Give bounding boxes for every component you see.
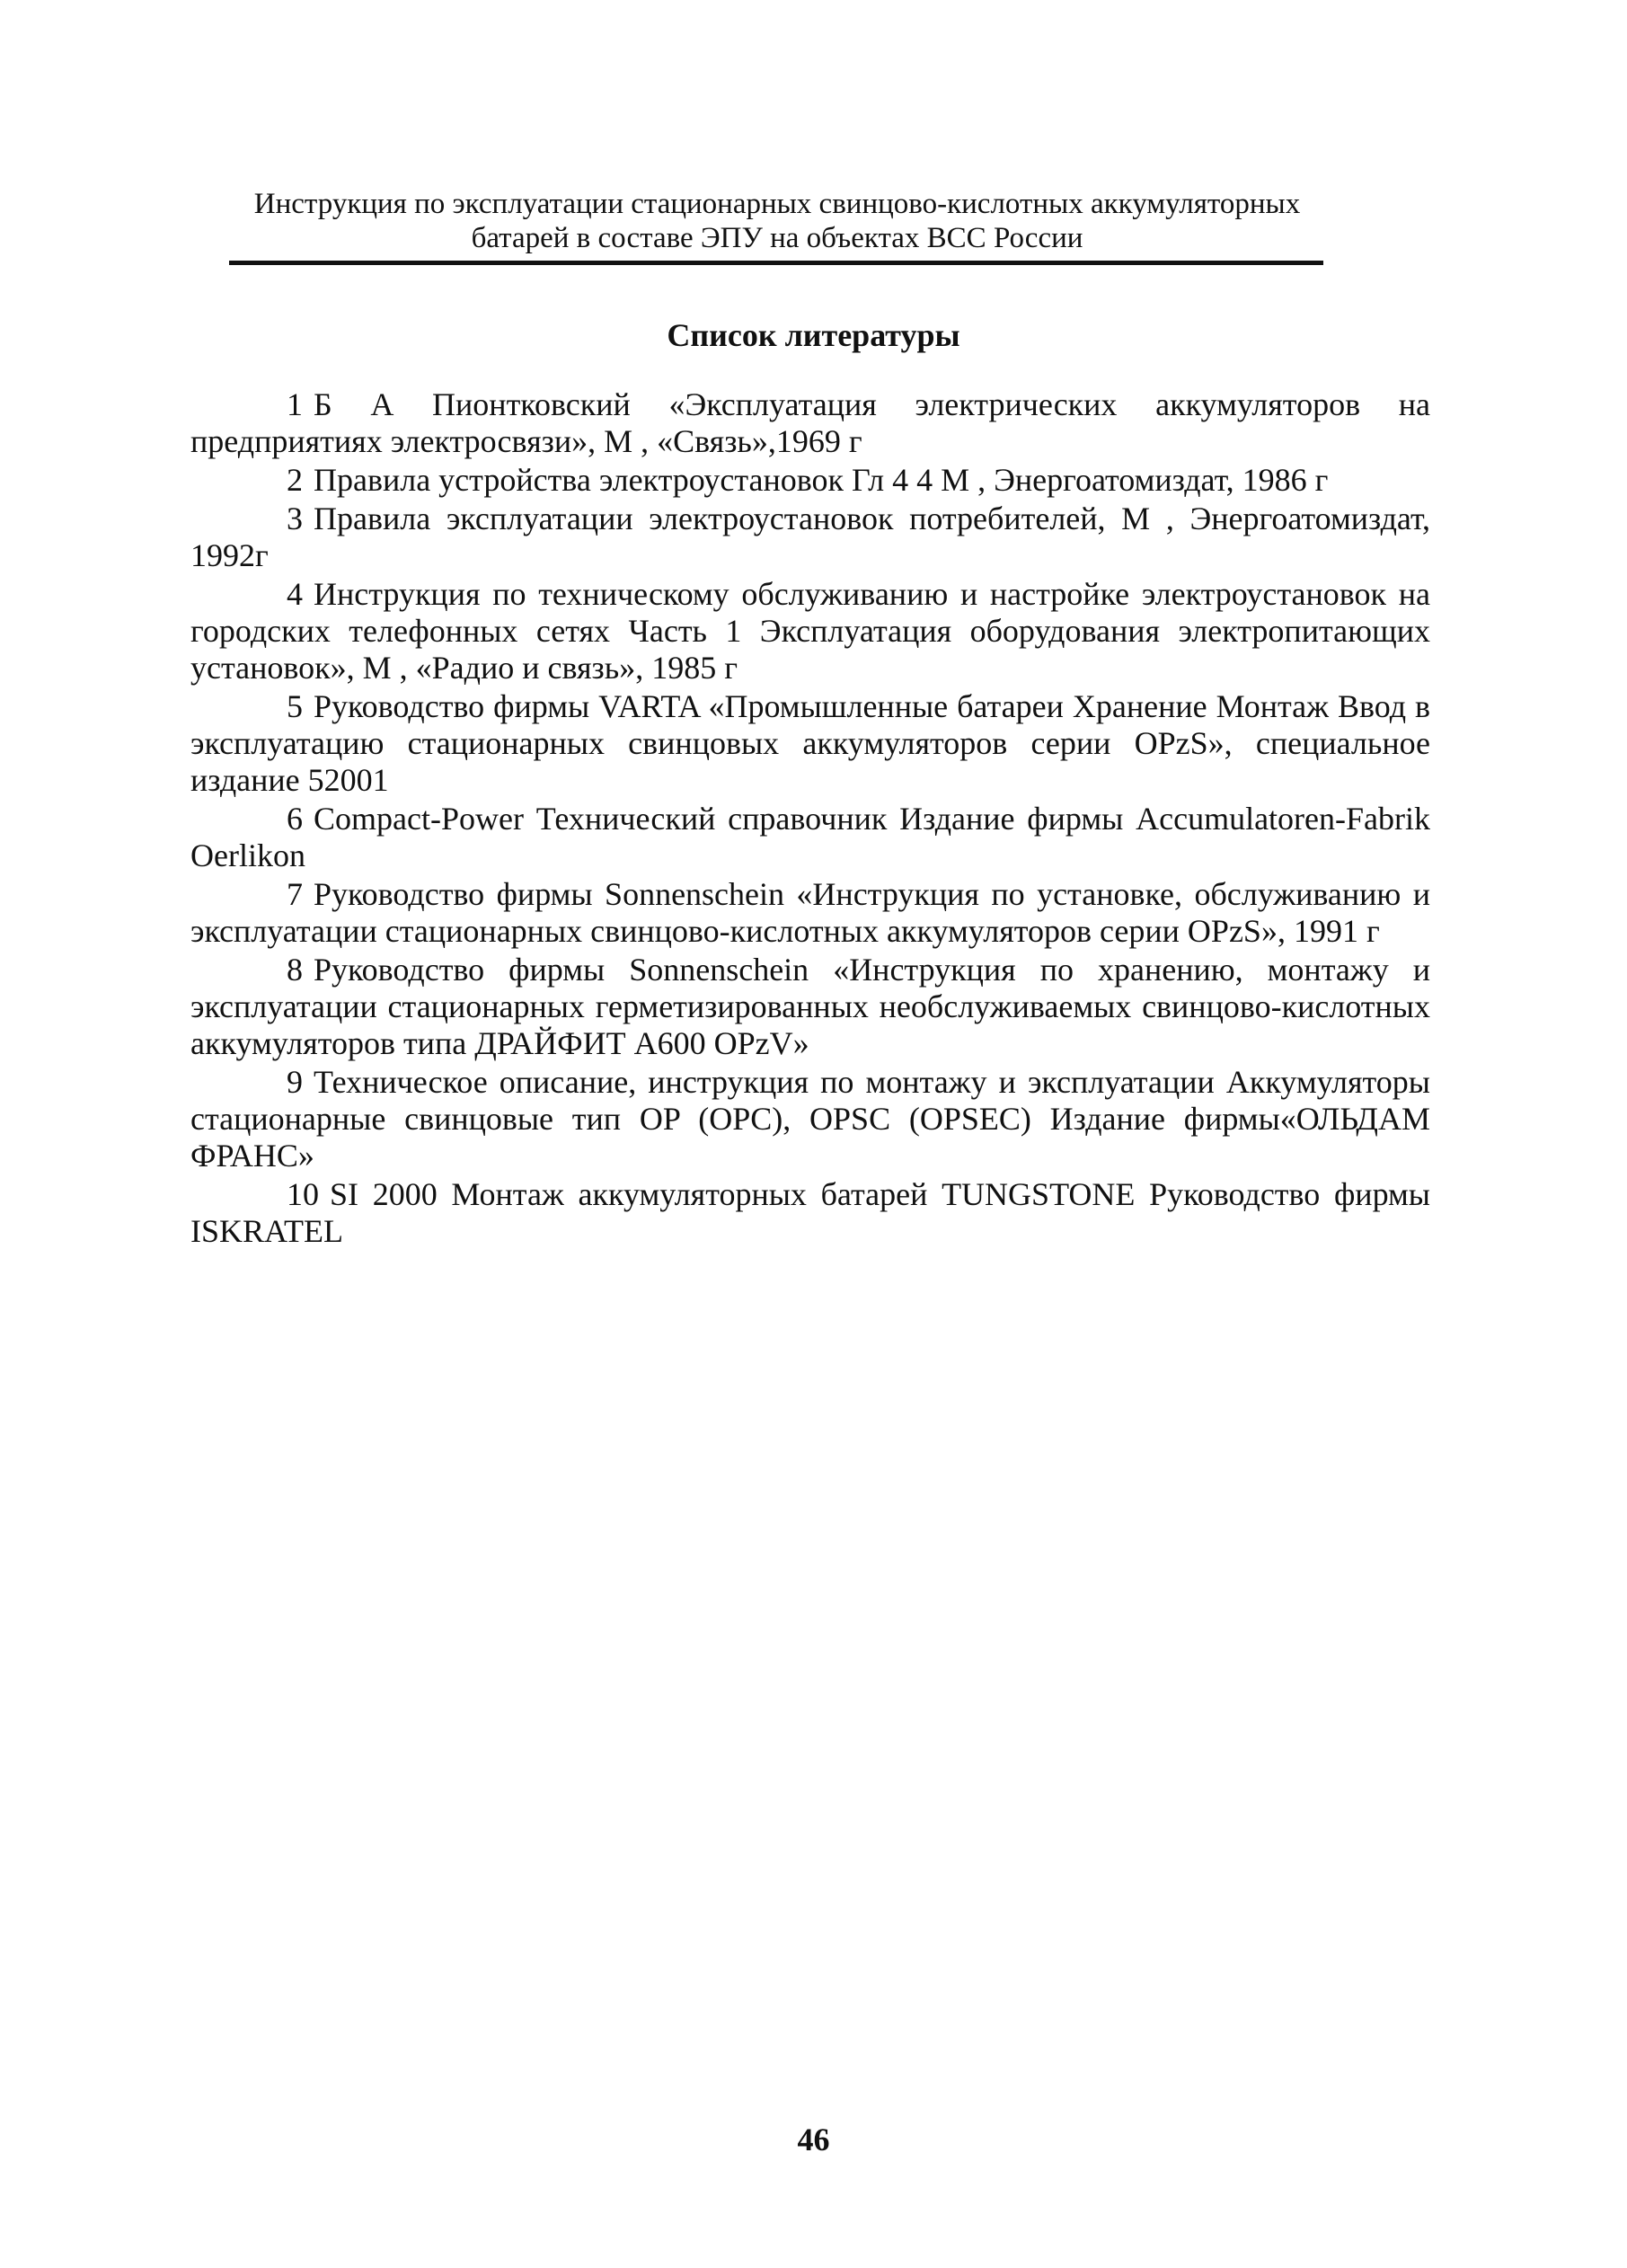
header-divider [229, 261, 1323, 265]
reference-item [190, 952, 1430, 1062]
reference-number: 7 [287, 876, 303, 912]
header-line-2: батарей в составе ЭПУ на объектах ВСС России [471, 222, 1083, 254]
section-title: Список литературы [667, 317, 960, 353]
reference-text: Техническое описание, инструкция по монтажу и эксплуатации Аккумуляторы стационарные свинцовые тип OP (OPC), OPSC (OPSEC) Издание фирмы«ОЛЬДАМ ФРАНС» [190, 1064, 1430, 1174]
reference-item [190, 576, 1430, 687]
reference-item [190, 1176, 1430, 1250]
reference-number: 1 [287, 386, 303, 422]
reference-text: Руководство фирмы Sonnenschein «Инструкция по хранению, монтажу и эксплуатации стационарных герметизированных необслуживаемых свинцово-кислотных аккумуляторов типа ДРАЙФИТ А600 OPzV» [190, 952, 1430, 1061]
reference-number: 10 [287, 1176, 319, 1212]
reference-text: Руководство фирмы VARTA «Промышленные батареи Хранение Монтаж Ввод в эксплуатацию стационарных свинцовых аккумуляторов серии OPzS», специальное издание 52001 [190, 688, 1430, 798]
header-line-1: Инструкция по эксплуатации стационарных свинцово-кислотных аккумуляторных [253, 188, 1301, 220]
reference-number: 3 [287, 501, 303, 536]
reference-number: 6 [287, 801, 303, 837]
reference-text: Инструкция по техническому обслуживанию и настройке электроустановок на городских телефонных сетях Часть 1 Эксплуатация оборудования электропитающих установок», М , «Радио и связь», 1985 г [190, 576, 1430, 686]
reference-item [190, 876, 1430, 950]
reference-item [190, 386, 1430, 460]
reference-item [190, 501, 1430, 574]
reference-number: 5 [287, 688, 303, 724]
page-number: 46 [797, 2122, 830, 2157]
reference-item [190, 801, 1430, 874]
reference-number: 9 [287, 1064, 303, 1100]
reference-text: Б А Пионтковский «Эксплуатация электрических аккумуляторов на предприятиях электросвязи», М , «Связь»,1969 г [190, 386, 1430, 459]
reference-text: Руководство фирмы Sonnenschein «Инструкция по установке, обслуживанию и эксплуатации стационарных свинцово-кислотных аккумуляторов серии OPzS», 1991 г [190, 876, 1430, 949]
reference-item [190, 1064, 1430, 1174]
reference-text: Правила эксплуатации электроустановок потребителей, М , Энергоатомиздат, 1992г [190, 501, 1430, 573]
reference-text: Compact-Power Технический справочник Издание фирмы Accumulatoren-Fabrik Oerlikon [190, 801, 1430, 873]
reference-list [190, 386, 1430, 1252]
reference-item [190, 462, 1430, 499]
reference-number: 4 [287, 576, 303, 612]
running-header [225, 187, 1330, 255]
reference-item [190, 688, 1430, 799]
reference-number: 2 [287, 462, 303, 498]
reference-text: SI 2000 Монтаж аккумуляторных батарей TUNGSTONE Руководство фирмы ISKRATEL [190, 1176, 1430, 1249]
reference-number: 8 [287, 952, 303, 988]
reference-text: Правила устройства электроустановок Гл 4 4 М , Энергоатомиздат, 1986 г [314, 462, 1329, 498]
